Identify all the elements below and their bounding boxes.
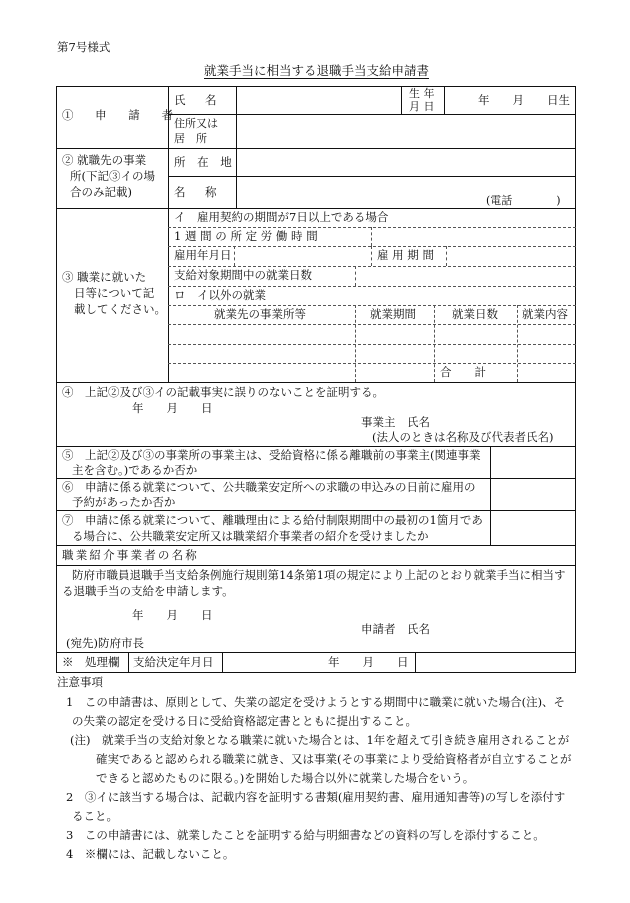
employer-label-line2: 所(下記③イの場	[70, 169, 155, 183]
dashed-rule	[168, 286, 576, 287]
rule	[444, 86, 445, 114]
rule	[168, 114, 576, 115]
employer-label-line1: ② 就職先の事業	[62, 153, 147, 167]
rule	[56, 382, 576, 383]
decision-date-value: 年 月 日	[328, 655, 409, 669]
note-1-line1: 1 この申請書は、原則として、失業の認定を受けようとする期間中に職業に就いた場合(注)、そ	[66, 695, 566, 709]
employment-period-label: 雇 用 期 間	[377, 248, 434, 262]
note-1-line2: の失業の認定を受ける日に受給資格認定書とともに提出すること。	[72, 714, 417, 728]
rule	[56, 446, 576, 447]
form-number: 第7号様式	[57, 40, 111, 54]
note-aside-line3: できると認めたものに限る。)を開始した場合以外に就業した場合をいう。	[96, 771, 475, 785]
frame-left-border	[56, 86, 57, 673]
note-aside-line2: 確実であると認められる職業に就き、又は事業(その事業により受給資格者が自立することが	[96, 752, 572, 766]
dashed-rule	[371, 246, 372, 266]
decision-date-label: 支給決定年月日	[133, 655, 214, 669]
column-content: 就業内容	[522, 307, 568, 321]
question-5-line1: ⑤ 上記②及び③の事業所の事業主は、受給資格に係る離職前の事業主(関連事業	[62, 448, 481, 462]
employer-signature-label: 事業主 氏名	[361, 415, 430, 429]
dashed-rule	[234, 246, 235, 266]
note-aside-line1: (注) 就業手当の支給対象となる職業に就いた場合とは、1年を超えて引き続き雇用されることが	[70, 733, 570, 747]
employment-label-line2: 日等について記	[74, 286, 155, 300]
question-6-line2: 予約があったか否か	[72, 495, 176, 509]
question-5-line2: 主を含む。)であるか否か	[72, 463, 198, 477]
paid-days-label: 支給対象期間中の就業日数	[174, 268, 312, 282]
dashed-rule	[168, 324, 576, 325]
rule	[56, 510, 576, 511]
rule	[128, 652, 129, 672]
rule	[222, 652, 223, 672]
declaration-date: 年 月 日	[132, 608, 213, 622]
dashed-rule	[168, 227, 576, 228]
certification-text: ④ 上記②及び③イの記載事実に誤りのないことを証明する。	[62, 385, 384, 399]
dashed-rule	[355, 305, 356, 382]
column-days: 就業日数	[452, 307, 498, 321]
employer-phone: (電話 )	[486, 194, 561, 207]
birth-date-field: 年 月 日生	[478, 93, 570, 107]
rule	[56, 148, 576, 149]
notes-title: 注意事項	[57, 675, 103, 689]
placement-agency-label: 職業紹介事業者の名称	[62, 548, 199, 562]
frame-right-border	[575, 86, 576, 673]
rule	[56, 652, 576, 653]
rule	[56, 545, 576, 546]
dashed-rule	[168, 246, 576, 247]
dashed-rule	[168, 266, 576, 267]
rule	[490, 446, 491, 545]
note-2-line2: ること。	[72, 809, 118, 823]
total-label: 合 計	[440, 365, 486, 379]
column-workplace: 就業先の事業所等	[214, 307, 306, 321]
rule	[401, 86, 402, 114]
dashed-rule	[371, 227, 372, 246]
birth-label-bottom: 月 日	[409, 100, 435, 113]
dashed-rule	[168, 344, 576, 345]
applicant-section-label: ① 申 請 者	[62, 108, 182, 122]
note-4: 4 ※欄には、記載しないこと。	[66, 847, 235, 861]
office-use-label: ※ 処理欄	[62, 655, 120, 669]
declaration-line2: る退職手当の支給を申請します。	[62, 584, 234, 598]
dashed-rule	[446, 246, 447, 266]
rule	[56, 672, 576, 673]
addressee: (宛先)防府市長	[66, 636, 144, 650]
note-2-line1: 2 ③イに該当する場合は、記載内容を証明する書類(雇用契約書、雇用通知書等)の写しを添付す	[66, 790, 566, 804]
birth-label-top: 生 年	[409, 87, 435, 100]
rule	[56, 565, 576, 566]
rule	[56, 208, 576, 209]
other-work-header: ロ イ以外の就業	[174, 288, 266, 302]
dashed-rule	[517, 305, 518, 382]
dashed-rule	[168, 305, 576, 306]
employment-label-line3: 載してください。	[74, 302, 166, 316]
employer-name-label: 名 称	[174, 185, 221, 199]
rule	[56, 86, 576, 87]
column-period: 就業期間	[370, 307, 416, 321]
rule	[56, 478, 576, 479]
rule	[415, 652, 416, 672]
employer-signature-note: (法人のときは名称及び代表者氏名)	[372, 430, 554, 444]
name-label: 氏 名	[174, 93, 221, 107]
certification-date: 年 月 日	[132, 401, 213, 415]
address-label-bottom: 居 所	[174, 132, 207, 145]
weekly-hours-label: 1 週 間 の 所 定 労 働 時 間	[174, 229, 318, 243]
address-label-top: 住所又は	[174, 117, 218, 130]
contract-7days-header: イ 雇用契約の期間が7日以上である場合	[174, 210, 389, 224]
employer-location-label: 所 在 地	[174, 155, 236, 169]
question-7-line2: る場合に、公共職業安定所又は職業紹介事業者の紹介を受けましたか	[72, 529, 429, 543]
employer-label-line3: 合のみ記載)	[70, 185, 132, 199]
rule	[236, 86, 237, 208]
applicant-signature-label: 申請者 氏名	[361, 622, 430, 636]
dashed-rule	[168, 363, 576, 364]
declaration-line1: 防府市職員退職手当支給条例施行規則第14条第1項の規定により上記のとおり就業手当に相当す	[72, 568, 566, 582]
question-6-line1: ⑥ 申請に係る就業について、公共職業安定所への求職の申込みの日前に雇用の	[62, 480, 476, 494]
question-7-line1: ⑦ 申請に係る就業について、離職理由による給付制限期間中の最初の1箇月であ	[62, 513, 483, 527]
form-title: 就業手当に相当する退職手当支給申請書	[204, 63, 430, 78]
dashed-rule	[434, 305, 435, 382]
note-3: 3 この申請書には、就業したことを証明する給与明細書などの資料の写しを添付すること。	[66, 828, 545, 842]
rule	[168, 86, 169, 382]
dashed-rule	[355, 266, 356, 286]
rule	[168, 176, 576, 177]
hire-date-label: 雇用年月日	[174, 248, 232, 262]
employment-label-line1: ③ 職業に就いた	[62, 270, 147, 284]
